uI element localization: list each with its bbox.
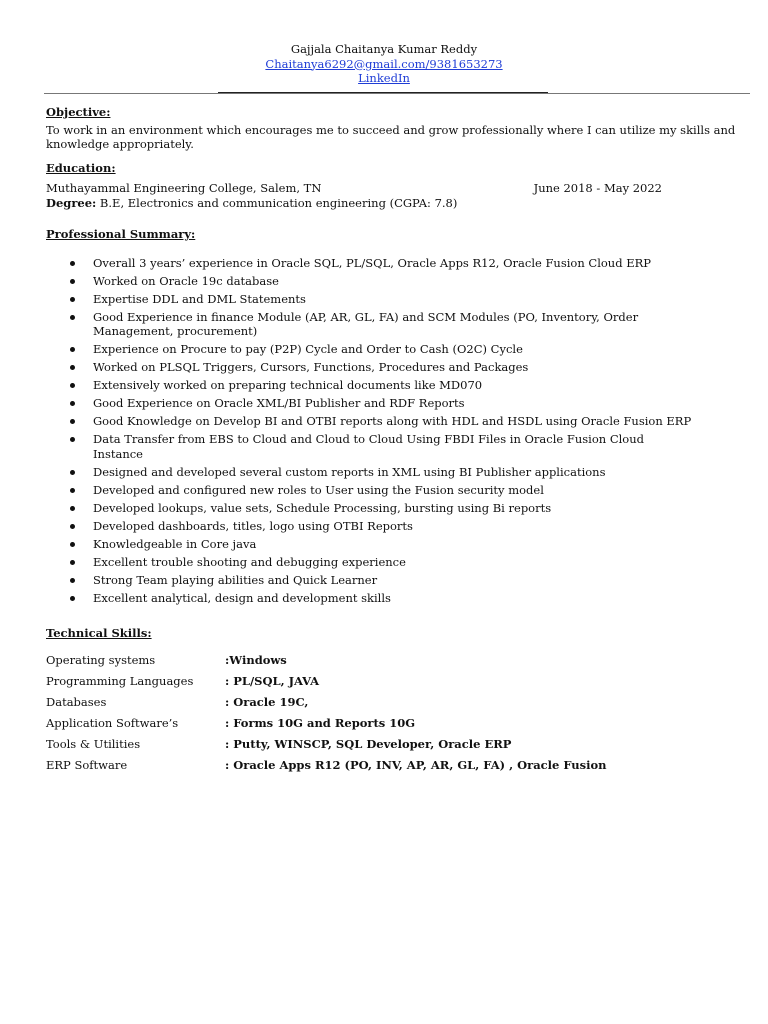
list-item [46,396,693,411]
skill-name: Operating systems [46,652,156,667]
bullet-icon [70,560,75,565]
list-item [46,591,693,606]
list-item [46,501,693,516]
bullet-icon [70,470,75,475]
list-item [46,519,693,534]
list-item-text: Designed and developed several custom reports in XML using BI Publisher applications [93,464,606,479]
bullet-icon [70,419,75,424]
skill-value: : Forms 10G and Reports 10G [225,715,416,730]
skill-name: Programming Languages [46,673,194,688]
candidate-name: Gajjala Chaitanya Kumar Reddy [290,42,478,56]
skill-value: : Putty, WINSCP, SQL Developer, Oracle ERP [225,736,512,751]
summary-heading: Professional Summary: [46,227,196,241]
list-item-text: Excellent trouble shooting and debugging experience [93,555,406,570]
education-heading: Education: [46,160,116,175]
header-divider-accent [218,92,548,93]
list-item-text: Overall 3 years’ experience in Oracle SQL, PL/SQL, Oracle Apps R12, Oracle Fusion Cloud ERP [93,255,652,270]
skill-name: Databases [46,694,107,709]
list-item-text: Extensively worked on preparing technical documents like MD070 [93,378,483,393]
skill-name: ERP Software [46,757,128,772]
degree-label: Degree: [46,195,97,210]
resume-body [46,105,736,775]
resume-header [0,42,768,86]
list-item [46,378,693,393]
skill-name: Tools & Utilities [46,736,141,751]
list-item-text: Data Transfer from EBS to Cloud and Cloud to Cloud Using FBDI Files in Oracle Fusion Cloud Instance [93,432,644,461]
skill-row [46,733,736,754]
bullet-icon [70,365,75,370]
technical-skills-heading: Technical Skills: [46,625,152,640]
bullet-icon [70,578,75,583]
list-item [46,465,693,480]
bullet-icon [70,524,75,529]
skill-value: : Oracle 19C, [225,694,309,709]
bullet-icon [70,596,75,601]
skill-name: Application Software’s [46,715,179,730]
college-name: Muthayammal Engineering College, Salem, TN [46,181,322,195]
bullet-icon [70,506,75,511]
list-item-text: Expertise DDL and DML Statements [93,291,306,306]
list-item [46,414,693,429]
objective-text: To work in an environment which encourages me to succeed and grow professionally where I can utilize my skills and knowledge appropriately. [46,122,736,151]
list-item [46,555,693,570]
list-item-text: Good Experience on Oracle XML/BI Publisher and RDF Reports [93,396,465,411]
degree-value: B.E, Electronics and communication engineering (CGPA: 7.8) [96,195,458,210]
education-dates: June 2018 - May 2022 [533,181,662,195]
skill-row [46,712,736,733]
list-item-text: Developed lookups, value sets, Schedule Processing, bursting using Bi reports [93,501,552,516]
list-item-text: Good Knowledge on Develop BI and OTBI reports along with HDL and HSDL using Oracle Fusion ERP [93,414,692,429]
skill-value: : Oracle Apps R12 (PO, INV, AP, AR, GL, FA) , Oracle Fusion [225,757,607,772]
summary-list [46,256,736,606]
list-item-text: Developed and configured new roles to User using the Fusion security model [93,483,544,498]
list-item [46,292,693,307]
skill-value: :Windows [225,652,287,667]
bullet-icon [70,297,75,302]
bullet-icon [70,315,75,320]
list-item-text: Strong Team playing abilities and Quick Learner [93,573,378,588]
degree-line [46,196,736,211]
list-item-text: Worked on PLSQL Triggers, Cursors, Functions, Procedures and Packages [93,360,529,375]
bullet-icon [70,261,75,266]
education-row [46,181,662,196]
bullet-icon [70,488,75,493]
list-item [46,432,693,461]
skill-value: : PL/SQL, JAVA [225,673,320,688]
bullet-icon [70,542,75,547]
list-item [46,483,693,498]
linkedin-link[interactable]: LinkedIn [358,71,410,85]
bullet-icon [70,347,75,352]
bullet-icon [70,401,75,406]
list-item [46,342,693,357]
list-item-text: Good Experience in finance Module (AP, AR, GL, FA) and SCM Modules (PO, Inventory, Order Management, procurement) [93,309,639,339]
header-divider [44,93,750,94]
list-item-text: Experience on Procure to pay (P2P) Cycle and Order to Cash (O2C) Cycle [93,342,523,357]
list-item-text: Worked on Oracle 19c database [93,273,279,288]
contact-link[interactable]: Chaitanya6292@gmail.com/9381653273 [265,56,503,71]
skill-row [46,649,736,670]
list-item-text: Developed dashboards, titles, logo using OTBI Reports [93,519,413,534]
list-item-text: Knowledgeable in Core java [93,537,257,552]
list-item [46,256,693,271]
objective-heading: Objective: [46,105,111,119]
bullet-icon [70,383,75,388]
list-item [46,573,693,588]
skills-table [46,649,736,775]
skill-row [46,691,736,712]
list-item-text: Excellent analytical, design and development skills [93,591,391,606]
list-item [46,310,693,339]
list-item [46,537,693,552]
list-item [46,274,693,289]
skill-row [46,754,736,775]
bullet-icon [70,279,75,284]
bullet-icon [70,437,75,442]
list-item [46,360,693,375]
skill-row [46,670,736,691]
